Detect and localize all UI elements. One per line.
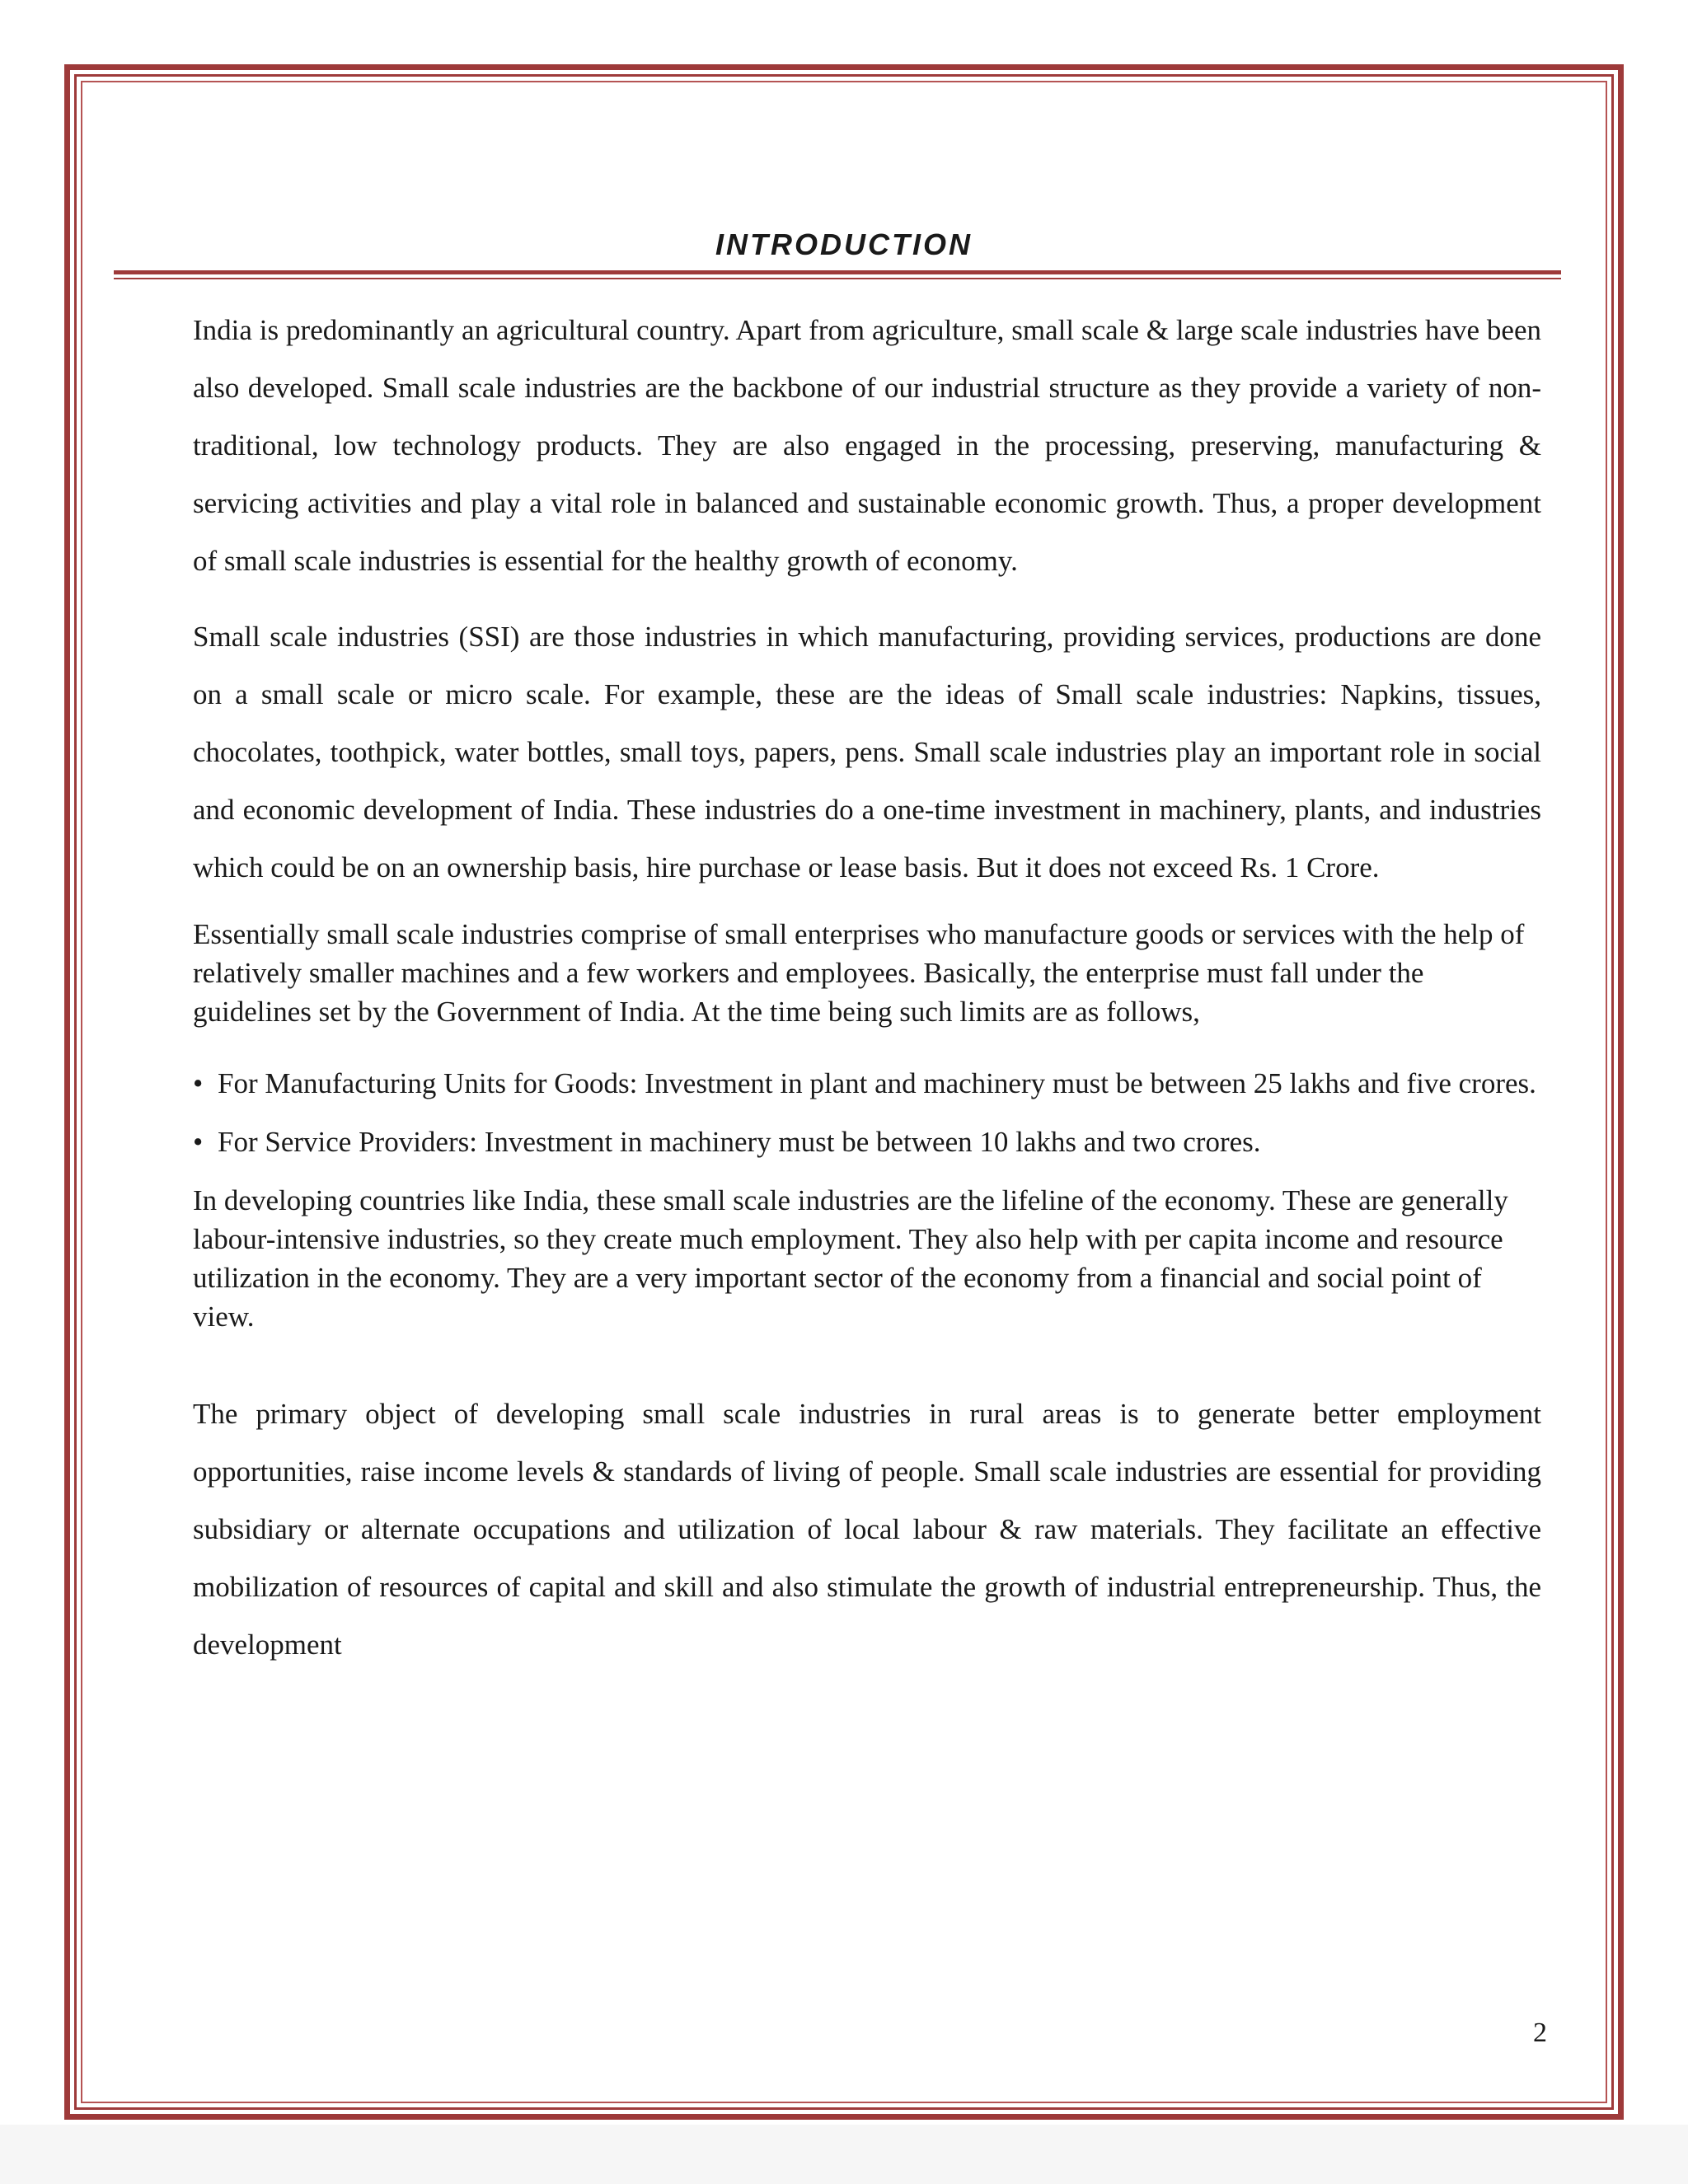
bullet-icon: • bbox=[193, 1126, 204, 1158]
document-body bbox=[193, 302, 1541, 1692]
investment-limits-list bbox=[193, 1064, 1541, 1161]
intro-paragraph: India is predominantly an agricultural country. Apart from agriculture, small scale & large scale industries have been also developed. Small scale industries are the backbone of our industrial structure as they provide a variety of non-traditional, low technology products. They are also engaged in the processing, preserving, manufacturing & servicing activities and play a vital role in balanced and sustainable economic growth. Thus, a proper development of small scale industries is essential for the healthy growth of economy. bbox=[193, 314, 1541, 577]
list-item-text: For Service Providers: Investment in machinery must be between 10 lakhs and two crores. bbox=[218, 1126, 1261, 1158]
guidelines-paragraph: Essentially small scale industries comprise of small enterprises who manufacture goods or services with the help of relatively smaller machines and a few workers and employees. Basically, the enterprise must fall under the guidelines set by the Government of India. At the time being such limits are as follows, bbox=[193, 918, 1525, 1028]
page-title: INTRODUCTION bbox=[715, 227, 973, 261]
lifeline-paragraph: In developing countries like India, these small scale industries are the lifeline of the economy. These are generally labour-intensive industries, so they create much employment. They also help with per capita income and resource utilization in the economy. They are a very important sector of the economy from a financial and social point of view. bbox=[193, 1184, 1508, 1333]
title-rule-thin bbox=[114, 278, 1561, 279]
ssi-definition-paragraph: Small scale industries (SSI) are those industries in which manufacturing, providing services, productions are done on a small scale or micro scale. For example, these are the ideas of Small scale industries: Napkins, tissues, chocolates, toothpick, water bottles, small toys, papers, pens. Small scale industries play an important role in social and economic development of India. These industries do a one-time investment in machinery, plants, and industries which could be on an ownership basis, hire purchase or lease basis. But it does not exceed Rs. 1 Crore. bbox=[193, 621, 1541, 883]
list-item bbox=[193, 1064, 1541, 1103]
title-rule-thick bbox=[114, 270, 1561, 274]
list-item bbox=[193, 1122, 1541, 1161]
rural-development-paragraph: The primary object of developing small scale industries in rural areas is to generate better employment opportunities, raise income levels & standards of living of people. Small scale industries are essential for providing subsidiary or alternate occupations and utilization of local labour & raw materials. They facilitate an effective mobilization of resources of capital and skill and also stimulate the growth of industrial entrepreneurship. Thus, the development bbox=[193, 1398, 1541, 1661]
page-number: 2 bbox=[1533, 2018, 1547, 2048]
list-item-text: For Manufacturing Units for Goods: Investment in plant and machinery must be between 25 lakhs and five crores. bbox=[218, 1067, 1536, 1099]
bullet-icon: • bbox=[193, 1067, 204, 1099]
bottom-margin-strip bbox=[0, 2125, 1688, 2184]
